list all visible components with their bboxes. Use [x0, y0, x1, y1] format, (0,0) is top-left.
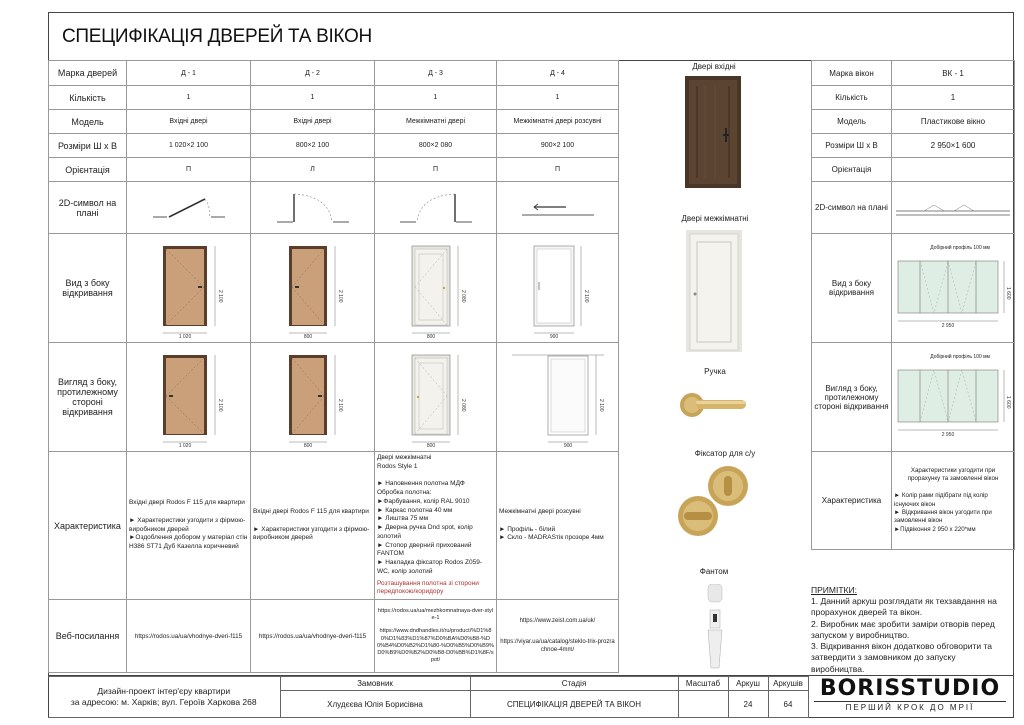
dim-width: 1 020 — [178, 443, 191, 447]
door-orient: Л — [251, 158, 375, 182]
door-model: Межкімнатні двері — [375, 110, 497, 134]
notes-block — [811, 585, 1011, 675]
door-mark: Д - 1 — [127, 61, 251, 86]
win-elevation — [892, 343, 1015, 452]
row-label-links: Веб-посилання — [49, 600, 127, 673]
sheets-label: Аркушів — [768, 677, 808, 691]
char-line — [253, 517, 372, 526]
sheets-total: 64 — [768, 691, 808, 718]
swing-door-symbol-icon — [149, 193, 229, 223]
char-line: ► Лиштва 75 мм — [377, 515, 429, 523]
door-plan-symbol — [127, 182, 251, 234]
door-orient: П — [375, 158, 497, 182]
door-elevation-drawing — [149, 347, 229, 447]
sliding-door-symbol-icon — [518, 193, 598, 223]
door-elevation-drawing — [273, 347, 353, 447]
window-spec-table — [811, 60, 1015, 550]
brand-logo — [806, 677, 1014, 718]
scale-value — [678, 691, 728, 718]
web-links — [375, 600, 497, 673]
label-handle: Ручка — [704, 367, 726, 376]
dim-height: 2 100 — [336, 399, 343, 412]
dim-width: 800 — [426, 334, 435, 338]
door-elevation — [375, 234, 497, 343]
door-characteristics — [127, 452, 251, 600]
win-row-orient — [812, 158, 1015, 182]
row-label-view-opposite: Вигляд з боку, протилежному стороні відкривання — [49, 343, 127, 452]
note-item: 1. Данний аркуш розглядати як техзавдання на прорахунок дверей та вікон. — [811, 596, 997, 618]
row-label-model: Модель — [49, 110, 127, 134]
char-line: ► Наповнення полотна МДФ — [377, 480, 465, 488]
door-handle-photo — [678, 388, 750, 422]
char-line: ►Оздоблення доборoм у матеріал стін H386 ST71 Дуб Казелла коричневий — [129, 534, 248, 551]
char-line: ►Підвіконня 2 950 x 220*мм — [894, 525, 976, 533]
web-link[interactable]: https://viyar.ua/ua/catalog/steklo-trix-prozrachnoe-4mm/ — [500, 639, 615, 654]
web-link[interactable]: https://www.zeist.com.ua/uk/ — [519, 617, 596, 624]
door-qty: 1 — [497, 86, 619, 110]
char-line: ► Скло - MADRASтік прозоре 4мм — [499, 534, 604, 542]
door-elevation — [497, 343, 619, 452]
door-characteristics — [497, 452, 619, 600]
dim-height: 2 100 — [216, 399, 223, 412]
win-row-view-open — [812, 234, 1015, 343]
door-qty: 1 — [375, 86, 497, 110]
char-line: ► Накладка фіксатор Rodos Z059-WC, колір золотий — [377, 559, 483, 575]
row-label-qty: Кількість — [49, 86, 127, 110]
door-size: 900×2 100 — [497, 134, 619, 158]
char-line: Характеристики узгодити при прорахунку та замовленні вікон — [907, 467, 999, 483]
entry-door-photo — [685, 76, 741, 188]
dim-height: 2 080 — [459, 290, 466, 303]
door-mark: Д - 3 — [375, 61, 497, 86]
door-model: Вхідні двері — [127, 110, 251, 134]
win-row-view-opposite — [812, 343, 1015, 452]
win-size: 2 950×1 600 — [892, 134, 1015, 158]
win-characteristics — [892, 452, 1015, 550]
dim-width: 800 — [303, 443, 312, 447]
row-label-symbol: 2D-символ на плані — [49, 182, 127, 234]
dim-width: 900 — [549, 334, 558, 338]
door-elevation-drawing — [518, 238, 598, 338]
web-link[interactable]: https://rodos.ua/ua/mezhkomnatnaya-dver-style-1 — [377, 607, 494, 622]
row-symbol — [49, 182, 619, 234]
win-label-view-open: Вид з боку відкривання — [812, 234, 892, 343]
char-line: ► Колір рами підібрати під колір існуючих вікон — [894, 492, 988, 508]
door-characteristics — [375, 452, 497, 600]
stage-label: Стадія — [470, 677, 678, 691]
row-links — [49, 600, 619, 673]
char-line: ► Дверна ручка Dnd spot, колір золотий — [377, 524, 473, 540]
char-line: ► Характеристики узгодити з фірмою-виробником дверей — [129, 516, 246, 533]
char-note-red: Розташування полотна зі сторони передпокою/коридору — [377, 579, 479, 596]
win-label-mark: Марка вікон — [812, 61, 892, 86]
scale-label: Масштаб — [678, 677, 728, 691]
win-orient — [892, 158, 1015, 182]
notes-header: ПРИМІТКИ: — [811, 585, 857, 595]
dim-width: 800 — [426, 443, 435, 447]
door-elevation — [127, 234, 251, 343]
note-item: 2. Виробник має зробити заміри отворів перед запуском у виробництво. — [811, 618, 995, 640]
char-line: ► Профіль - білий — [499, 525, 556, 533]
char-line: ► Відкривання вікон узгодити при замовленні вікон — [894, 508, 992, 525]
dim-width: 800 — [303, 334, 312, 338]
row-label-char: Характеристика — [49, 452, 127, 600]
bathroom-lock-photo — [676, 462, 760, 542]
dim-width: 1 020 — [178, 334, 191, 338]
window-elevation-drawing — [894, 251, 1012, 331]
profile-note: Добірний профіль 100 мм — [930, 354, 990, 360]
client-name: Хлудєєва Юлія Борисівна — [280, 691, 470, 718]
row-orient — [49, 158, 619, 182]
title-block-table — [48, 676, 809, 718]
door-size: 800×2 100 — [251, 134, 375, 158]
char-line: ► Характеристики узгодити з фірмою-виробником дверей — [253, 525, 370, 542]
sheet-number: 24 — [728, 691, 768, 718]
label-entry-door: Двері вхідні — [692, 62, 736, 71]
win-label-char: Характеристика — [812, 452, 892, 550]
client-label: Замовник — [280, 677, 470, 691]
row-label-view-open: Вид з боку відкривання — [49, 234, 127, 343]
door-plan-symbol — [497, 182, 619, 234]
door-elevation-drawing — [508, 347, 608, 447]
win-qty: 1 — [892, 86, 1015, 110]
win-model: Пластикове вікно — [892, 110, 1015, 134]
win-mark: ВК - 1 — [892, 61, 1015, 86]
brand-slogan: ПЕРШИЙ КРОК ДО МРІЇ — [814, 701, 1006, 712]
dim-height: 1 600 — [1005, 396, 1011, 409]
door-elevation — [251, 343, 375, 452]
web-link[interactable]: https://rodos.ua/ua/vhodnye-dveri-f115 — [251, 600, 375, 673]
web-link[interactable]: https://www.dndhandles.it/ru/product/%D1%80%D1%83%D1%87%D0%BA%D0%B8-%D0%B4%D0%B2%D1%80-%D0%B5%D0%B9%D0%B9%D0%B2%D0%B8-D0%BB%D1%8F/spot/ — [377, 628, 494, 664]
door-plan-symbol — [375, 182, 497, 234]
row-label-size: Розміри Ш х В — [49, 134, 127, 158]
dim-height: 2 100 — [336, 290, 343, 303]
win-label-orient: Орієнтація — [812, 158, 892, 182]
win-row-size — [812, 134, 1015, 158]
swing-door-symbol-icon — [273, 190, 353, 226]
door-mark: Д - 2 — [251, 61, 375, 86]
label-interior-door: Двері межкімнатні — [681, 214, 749, 223]
row-label-orient: Орієнтація — [49, 158, 127, 182]
door-mark: Д - 4 — [497, 61, 619, 86]
door-orient: П — [127, 158, 251, 182]
interior-door-photo — [686, 230, 742, 352]
char-line — [377, 472, 494, 481]
swing-door-symbol-icon — [396, 190, 476, 226]
door-characteristics — [251, 452, 375, 600]
dim-height: 1 600 — [1005, 287, 1011, 300]
door-spec-table — [48, 60, 619, 673]
door-model: Межкімнатні двері розсувні — [497, 110, 619, 134]
door-elevation — [497, 234, 619, 343]
label-bathroom-lock: Фіксатор для с/у — [694, 449, 756, 458]
door-elevation-drawing — [273, 238, 353, 338]
char-line: Вхідні двері Rodos F 115 для квартири — [253, 508, 369, 516]
win-label-size: Розміри Ш х В — [812, 134, 892, 158]
row-view-opposite — [49, 343, 619, 452]
win-plan-symbol — [892, 182, 1015, 234]
win-label-view-opp: Вигляд з боку, протилежному стороні відкривання — [812, 343, 892, 452]
char-line: Двері межкімнатні — [377, 454, 432, 461]
door-elevation — [251, 234, 375, 343]
fantom-stopper-photo — [698, 584, 732, 670]
label-fantom: Фантом — [699, 567, 729, 576]
char-line — [894, 484, 1012, 492]
sheet-label: Аркуш — [728, 677, 768, 691]
win-label-symbol: 2D-символ на плані — [812, 182, 892, 234]
door-size: 1 020×2 100 — [127, 134, 251, 158]
door-plan-symbol — [251, 182, 375, 234]
row-view-open — [49, 234, 619, 343]
char-line: Межкімнатні двері розсувні — [499, 508, 581, 516]
door-elevation — [127, 343, 251, 452]
dim-width: 900 — [563, 443, 572, 447]
door-model: Вхідні двері — [251, 110, 375, 134]
project-address: за адресою: м. Харків; вул. Героїв Харкова 268 — [70, 697, 257, 707]
brand-name: BORISSTUDIO — [819, 676, 1001, 701]
char-line: Rodos Style 1 — [377, 462, 418, 470]
char-line: Вхідні двері Rodos F 115 для квартири — [129, 499, 245, 507]
win-row-model — [812, 110, 1015, 134]
door-elevation-drawing — [396, 238, 476, 338]
window-elevation-drawing — [894, 360, 1012, 440]
row-size — [49, 134, 619, 158]
row-mark — [49, 61, 619, 86]
char-line: Обробка полотна: — [377, 489, 432, 497]
project-name: Дизайн-проект інтер'єру квартири — [97, 685, 231, 696]
door-qty: 1 — [251, 86, 375, 110]
note-item: 3. Відкривання вікон додатково обговорити та затвердити з замовником до запуску виробництва. — [811, 641, 992, 674]
win-row-qty — [812, 86, 1015, 110]
win-row-char — [812, 452, 1015, 550]
web-link[interactable]: https://rodos.ua/ua/vhodnye-dveri-f115 — [127, 600, 251, 673]
door-elevation-drawing — [149, 238, 229, 338]
dim-height: 2 100 — [597, 399, 604, 412]
window-plan-symbol-icon — [894, 195, 1012, 221]
char-line — [499, 517, 616, 526]
door-elevation — [375, 343, 497, 452]
win-label-qty: Кількість — [812, 86, 892, 110]
web-links — [497, 600, 619, 673]
row-qty — [49, 86, 619, 110]
page-title: СПЕЦИФІКАЦІЯ ДВЕРЕЙ ТА ВІКОН — [62, 26, 372, 47]
dim-width: 2 950 — [941, 432, 955, 438]
stage-value: СПЕЦИФІКАЦІЯ ДВЕРЕЙ ТА ВІКОН — [470, 691, 678, 718]
door-size: 800×2 080 — [375, 134, 497, 158]
row-model — [49, 110, 619, 134]
row-char — [49, 452, 619, 600]
dim-width: 2 950 — [941, 323, 955, 329]
char-line: ►Фарбування, колір RAL 9010 — [377, 497, 470, 505]
dim-height: 2 100 — [582, 290, 589, 303]
win-row-mark — [812, 61, 1015, 86]
dim-height: 2 100 — [216, 290, 223, 303]
door-orient: П — [497, 158, 619, 182]
row-label-mark: Марка дверей — [49, 61, 127, 86]
door-elevation-drawing — [396, 347, 476, 447]
win-label-model: Модель — [812, 110, 892, 134]
dim-height: 2 080 — [459, 399, 466, 412]
char-line: ► Стопор дверний прихований FANTOM — [377, 541, 472, 558]
char-line — [129, 508, 248, 517]
win-elevation — [892, 234, 1015, 343]
char-line: ► Каркас полотна 40 мм — [377, 506, 453, 514]
profile-note: Добірний профіль 100 мм — [930, 245, 990, 251]
project-info — [48, 677, 280, 718]
door-qty: 1 — [127, 86, 251, 110]
win-row-symbol — [812, 182, 1015, 234]
